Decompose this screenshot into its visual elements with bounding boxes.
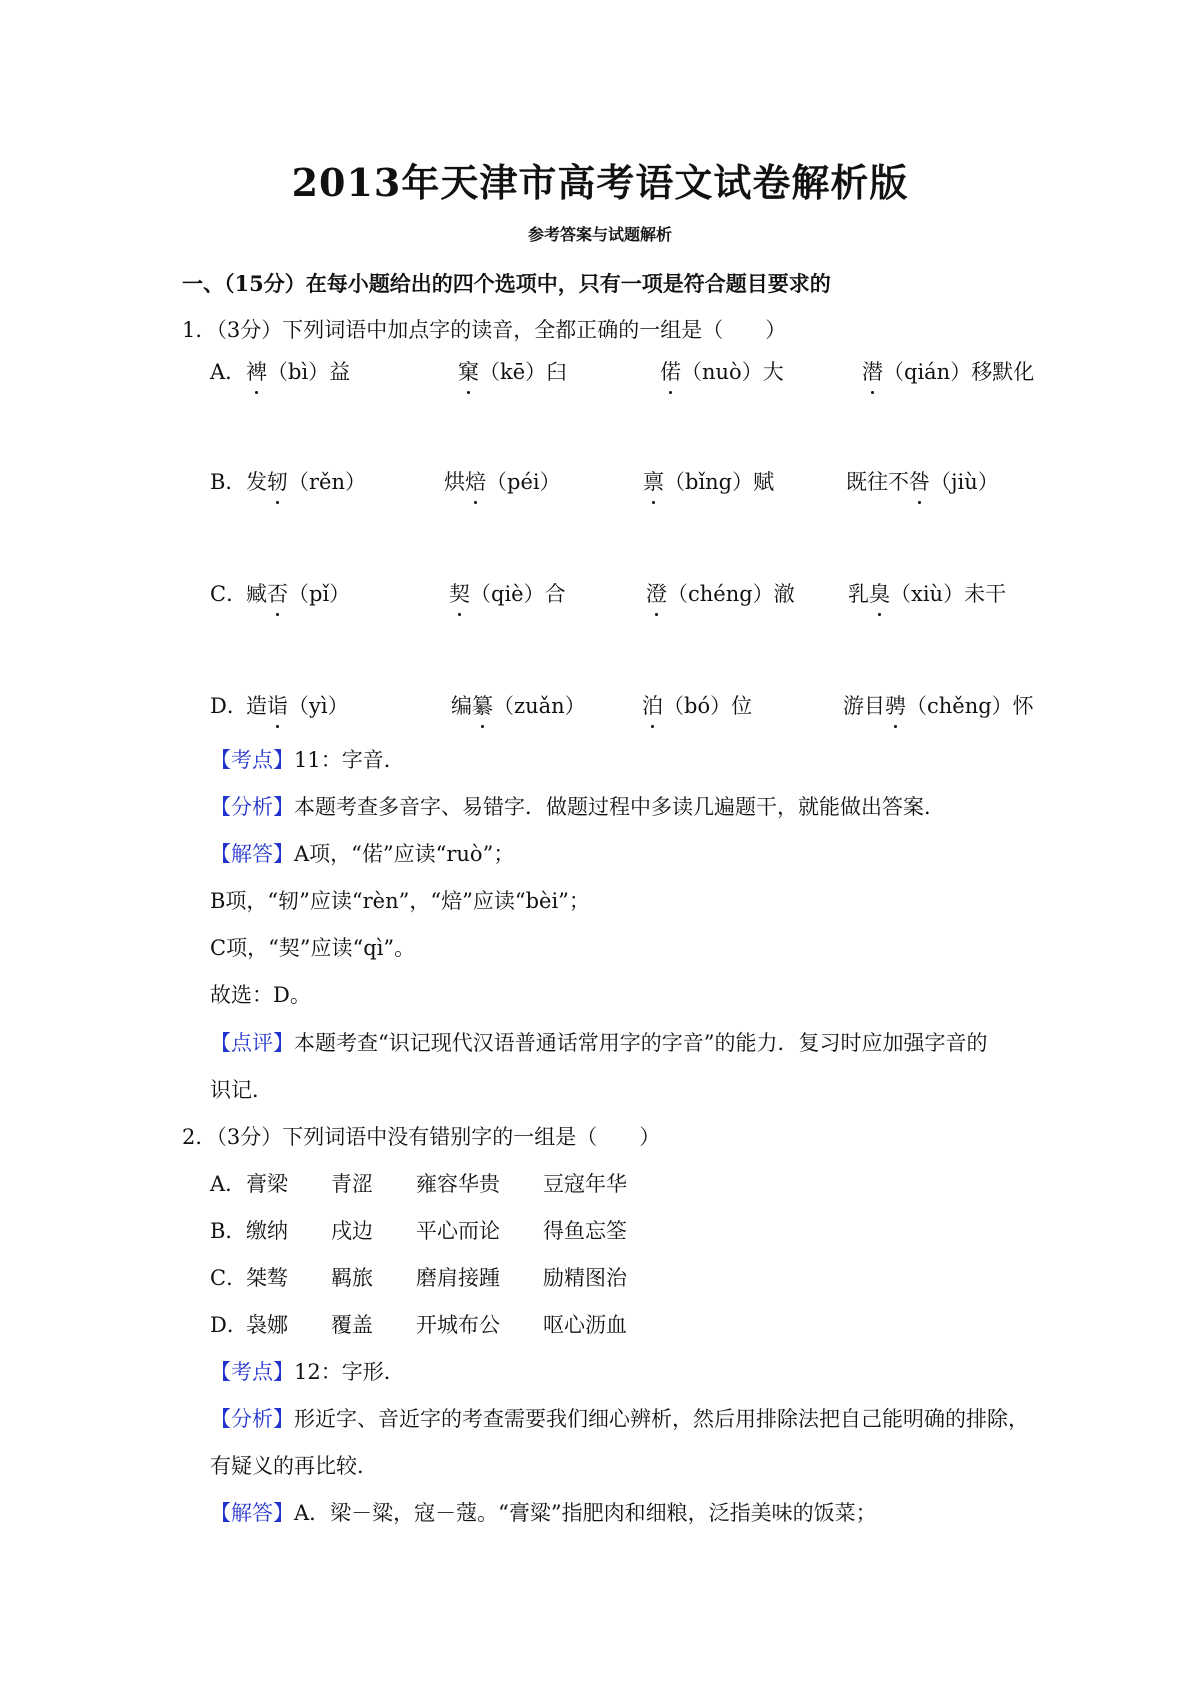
q1-c-item-3: 澄（chéng）澈 xyxy=(646,578,795,608)
q1-option-label: A． xyxy=(210,360,247,384)
q1-c-item-4: 乳臭（xiù）未干 xyxy=(848,578,1006,608)
q2-word: 呕心沥血 xyxy=(543,1313,627,1337)
section-heading: 一、（15分）在每小题给出的四个选项中，只有一项是符合题目要求的 xyxy=(182,271,831,296)
q1-b-item-3: 禀（bǐng）赋 xyxy=(643,466,774,496)
q2-word: 豆寇年华 xyxy=(543,1172,627,1196)
q2-word: 缴纳 xyxy=(246,1219,288,1243)
fenxi-tag: 【分析】 xyxy=(210,795,294,819)
q2-word: 磨肩接踵 xyxy=(416,1266,500,1290)
q1-b-item-4: 既往不咎（jiù） xyxy=(846,466,999,496)
q1-a-item-3: 偌（nuò）大 xyxy=(660,356,784,386)
q1-option-label: D． xyxy=(210,694,248,718)
q1-jieda-b: B项，“轫”应读“rèn”，“焙”应读“bèi”； xyxy=(210,889,590,913)
q1-fenxi: 【分析】本题考查多音字、易错字．做题过程中多读几遍题干，就能做出答案． xyxy=(210,795,945,819)
jieda-tag: 【解答】 xyxy=(210,842,294,866)
q2-word: 覆盖 xyxy=(331,1313,373,1337)
dianping-tag: 【点评】 xyxy=(210,1031,294,1055)
q2-word: 平心而论 xyxy=(416,1219,500,1243)
q2-word: 开城布公 xyxy=(416,1313,500,1337)
q1-stem: 1．（3分）下列词语中加点字的读音，全都正确的一组是（ ） xyxy=(182,318,787,342)
q2-option-label: B． xyxy=(210,1219,247,1243)
q1-a-item-1: 裨（bì）益 xyxy=(246,356,350,386)
q1-d-item-4: 游目骋（chěng）怀 xyxy=(843,690,1034,720)
q2-word: 得鱼忘筌 xyxy=(543,1219,627,1243)
q2-jieda: 【解答】A．梁－粱，寇－蔻。“膏粱”指肥肉和细粮，泛指美味的饭菜； xyxy=(210,1501,877,1525)
q1-option-label: B． xyxy=(210,470,247,494)
q2-option-label: C． xyxy=(210,1266,248,1290)
q2-fenxi: 【分析】形近字、音近字的考查需要我们细心辨析，然后用排除法把自己能明确的排除， xyxy=(210,1407,1029,1431)
q1-c-item-1: 臧否（pǐ） xyxy=(246,578,350,608)
q2-word: 青涩 xyxy=(331,1172,373,1196)
q1-d-item-3: 泊（bó）位 xyxy=(642,690,752,720)
q2-word: 袅娜 xyxy=(246,1313,288,1337)
q2-option-label: D． xyxy=(210,1313,248,1337)
q1-c-item-2: 契（qiè）合 xyxy=(449,578,566,608)
q2-stem: 2．（3分）下列词语中没有错别字的一组是（ ） xyxy=(182,1125,661,1149)
jieda-tag: 【解答】 xyxy=(210,1501,294,1525)
q2-word: 雍容华贵 xyxy=(416,1172,500,1196)
q1-jieda-c: C项，“契”应读“qì”。 xyxy=(210,936,416,960)
q1-a-item-4: 潜（qián）移默化 xyxy=(862,356,1034,386)
q1-kaodian: 【考点】11：字音． xyxy=(210,748,405,772)
kaodian-tag: 【考点】 xyxy=(210,1360,294,1384)
q2-kaodian: 【考点】12：字形． xyxy=(210,1360,405,1384)
q2-fenxi-cont: 有疑义的再比较． xyxy=(210,1454,378,1478)
q1-dianping-cont: 识记． xyxy=(210,1078,273,1102)
q2-word: 励精图治 xyxy=(543,1266,627,1290)
fenxi-tag: 【分析】 xyxy=(210,1407,294,1431)
q1-jieda: 【解答】A项，“偌”应读“ruò”； xyxy=(210,842,515,866)
page-title: 2013年天津市高考语文试卷解析版 xyxy=(291,160,909,205)
page-subtitle: 参考答案与试题解析 xyxy=(527,225,672,244)
q1-d-item-2: 编纂（zuǎn） xyxy=(451,690,586,720)
q2-word: 戌边 xyxy=(331,1219,373,1243)
kaodian-tag: 【考点】 xyxy=(210,748,294,772)
q2-word: 桀骜 xyxy=(246,1266,288,1290)
q1-dianping: 【点评】本题考查“识记现代汉语普通话常用字的字音”的能力．复习时应加强字音的 xyxy=(210,1031,988,1055)
q1-choice: 故选：D。 xyxy=(210,983,311,1007)
q1-option-label: C． xyxy=(210,582,248,606)
q2-option-label: A． xyxy=(210,1172,247,1196)
q1-b-item-2: 烘焙（péi） xyxy=(444,466,561,496)
q1-b-item-1: 发轫（rěn） xyxy=(246,466,366,496)
q2-word: 膏梁 xyxy=(246,1172,288,1196)
q1-d-item-1: 造诣（yì） xyxy=(246,690,349,720)
q1-a-item-2: 窠（kē）臼 xyxy=(458,356,567,386)
q2-word: 羁旅 xyxy=(331,1266,373,1290)
